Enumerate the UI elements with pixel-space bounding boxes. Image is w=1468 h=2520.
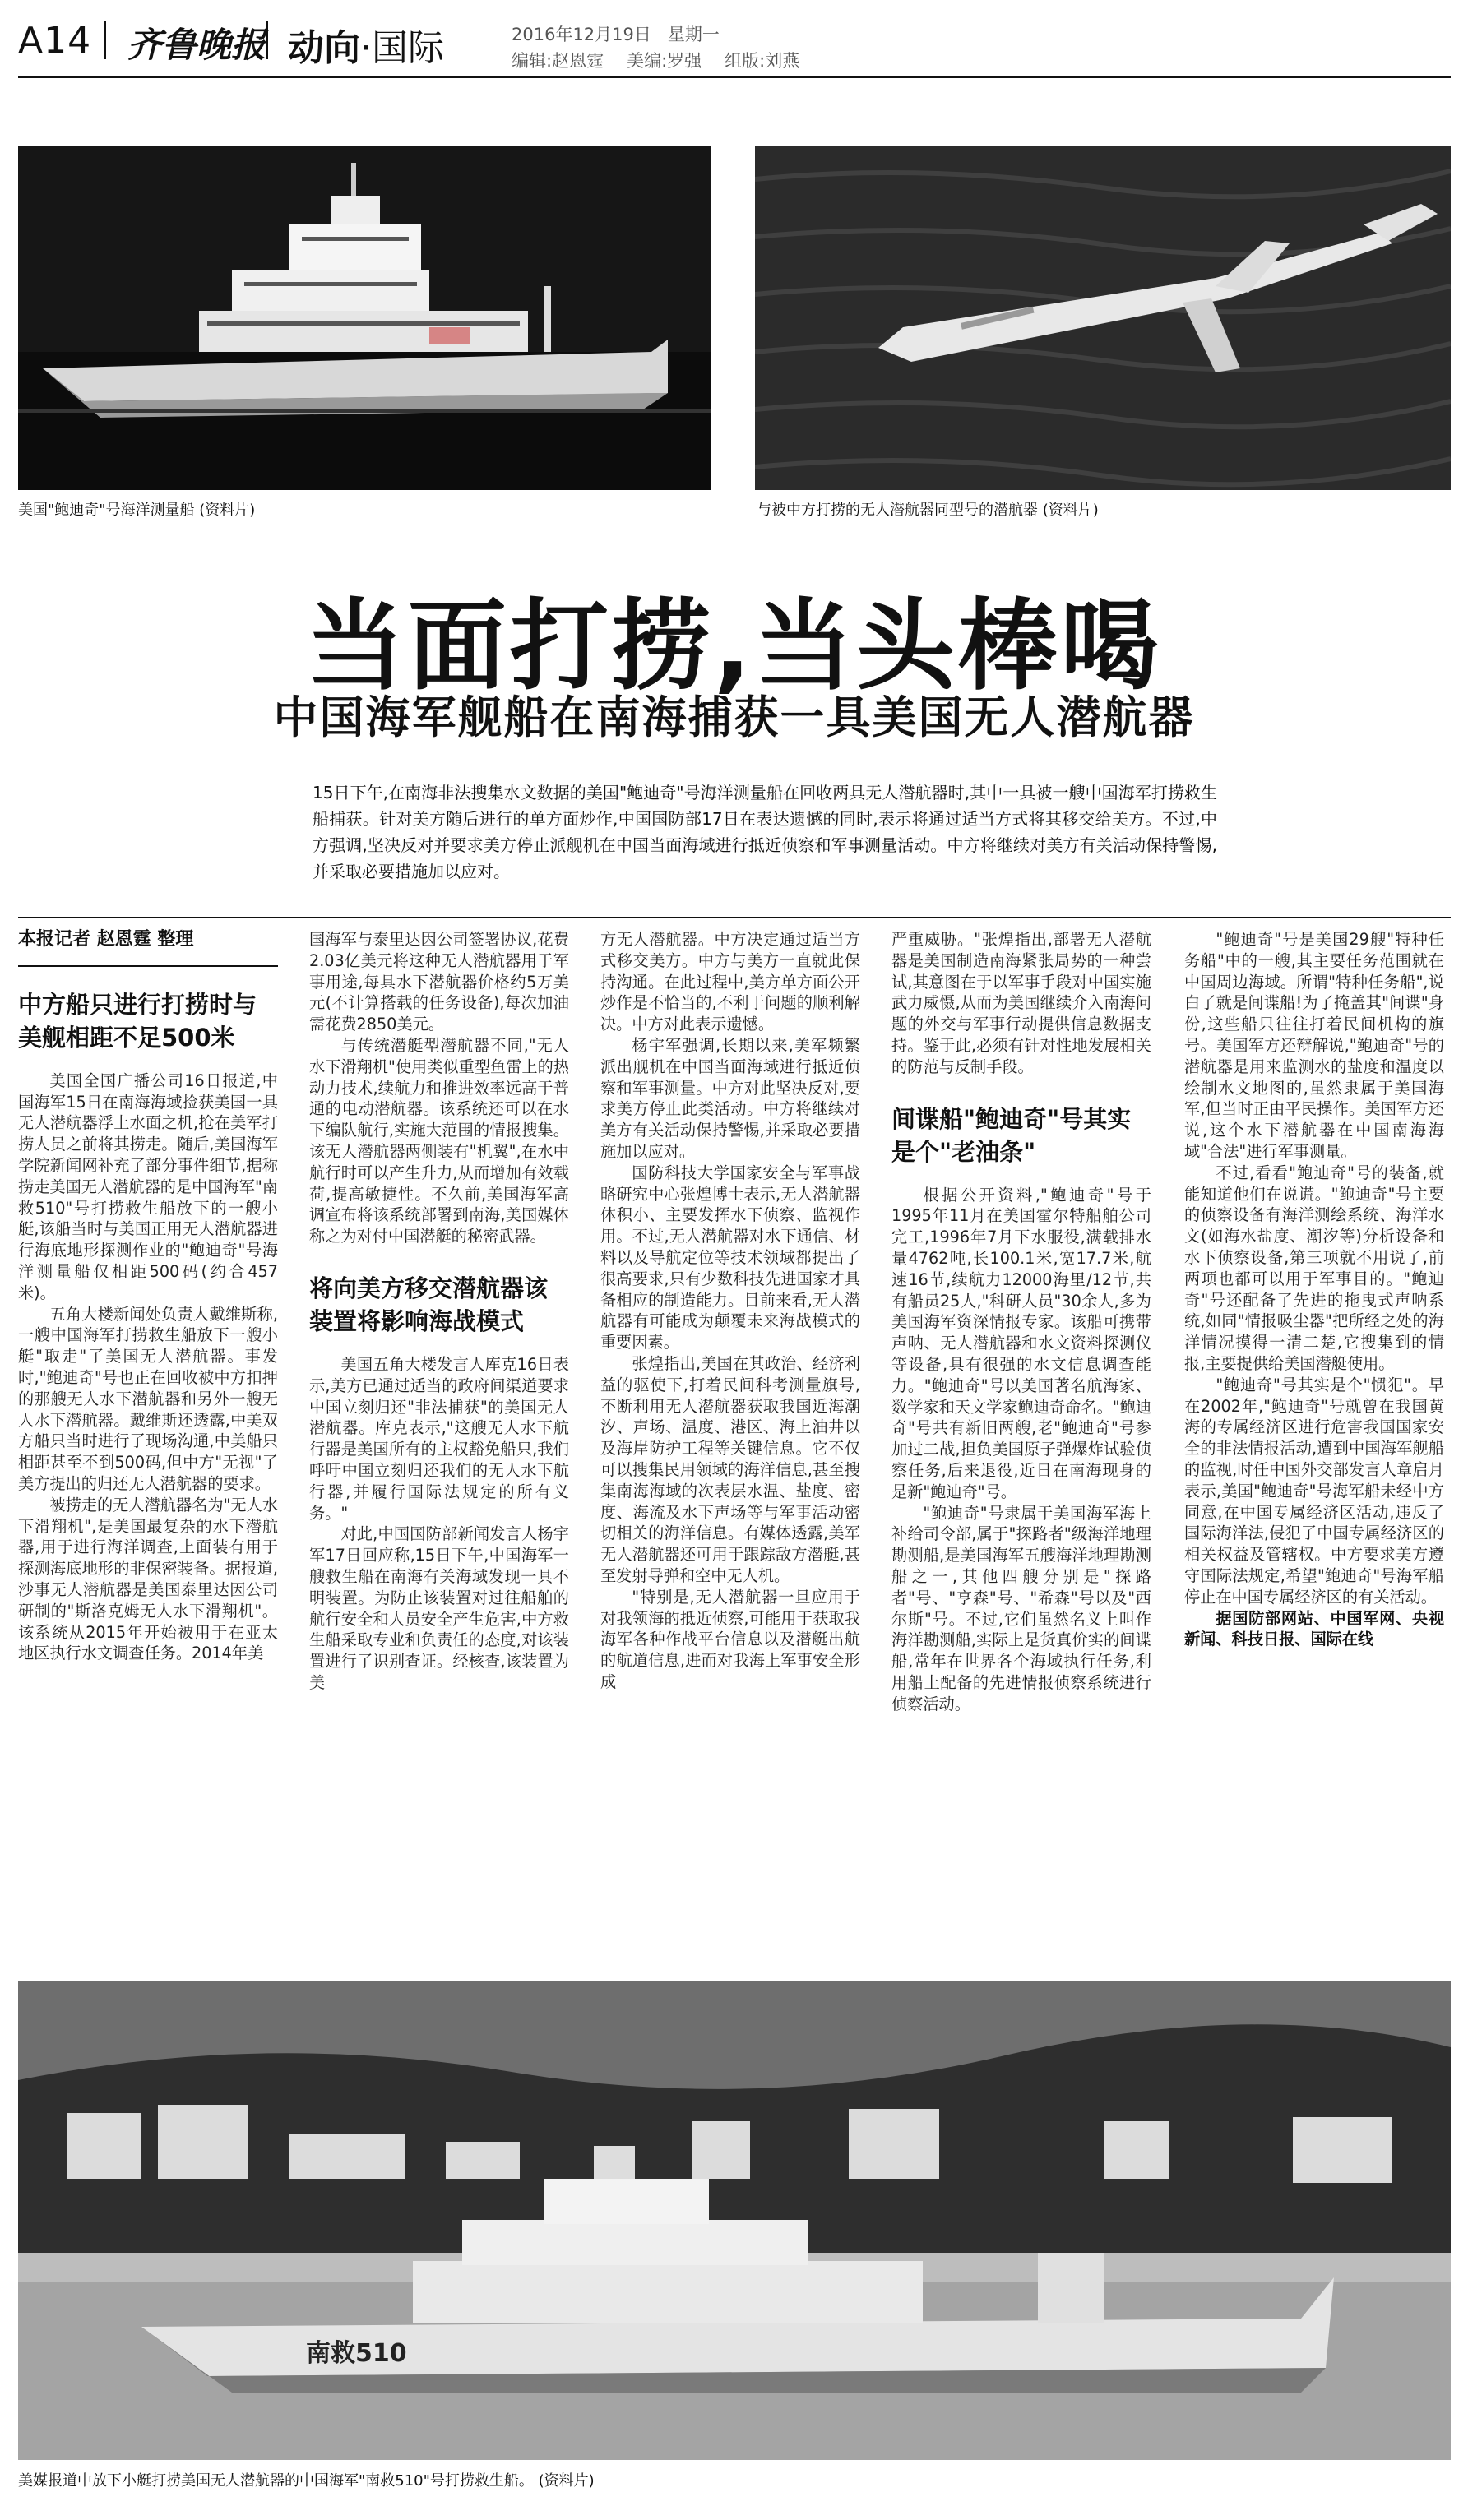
paragraph: 国海军与泰里达因公司签署协议,花费2.03亿美元将这种无人潜航器用于军事用途,每具水下潜航器价格约5万美元(不计算搭载的任务设备),每次加油需花费2850美元。	[309, 930, 569, 1034]
paragraph: 被捞走的无人潜航器名为"无人水下滑翔机",是美国最复杂的水下潜航器,用于进行海洋调查,上面装有用于探测海底地形的非保密装备。据报道,沙事无人潜航器是美国泰里达因公司研制的"斯洛克姆无人水下滑翔机"。该系统从2015年开始被用于在亚太地区执行水文调查任务。2014年美	[18, 1495, 278, 1663]
staff-credits: 编辑:赵恩霆 美编:罗强 组版:刘燕	[512, 51, 800, 71]
paragraph: "鲍迪奇"号隶属于美国海军海上补给司令部,属于"探路者"级海洋地理勘测船,是美国海军五艘海洋地理勘测船之一,其他四艘分别是"探路者"号、"亨森"号、"希森"号以及"西尔斯"号。不过,它们虽然名义上叫作海洋勘测船,实际上是货真价实的间谍船,常年在世界各个海域执行任务,利用船上配备的先进情报侦察系统进行侦察活动。	[891, 1503, 1151, 1713]
column-5	[1184, 929, 1444, 1650]
masthead-rule	[18, 76, 1451, 78]
column-top-rule	[18, 917, 1451, 918]
paragraph: "鲍迪奇"号是美国29艘"特种任务船"中的一艘,其主要任务范围就在中国周边海域。所谓"特种任务船",说白了就是间谍船!为了掩盖其"间谍"身份,这些船只往往打着民间机构的旗号。美国军方还辩解说,"鲍迪奇"号的潜航器是用来监测水的盐度和温度以绘制水文地图的,虽然隶属于美国海军,但当时正由平民操作。美国军方还说,这个水下潜航器在中国南海海域"合法"进行军事测量。	[1184, 930, 1444, 1161]
paragraph: "特别是,无人潜航器一旦应用于对我领海的抵近侦察,可能用于获取我海军各种作战平台信息以及潜艇出航的航道信息,进而对我海上军事安全形成	[600, 1587, 860, 1691]
photo-rescue-ship	[18, 1981, 1451, 2460]
hull-number: 南救510	[306, 2339, 407, 2368]
section-heading: 间谍船"鲍迪奇"号其实是个"老油条"	[891, 1104, 1132, 1166]
headline: 当面打捞,当头棒喝	[305, 590, 1163, 704]
column-4	[891, 929, 1151, 1715]
photo-glider	[755, 146, 1451, 490]
section-right: 国际	[372, 27, 444, 69]
masthead-divider	[104, 21, 106, 59]
paragraph: 方无人潜航器。中方决定通过适当方式移交美方。中方与美方一直就此保持沟通。在此过程中,美方单方面公开炒作是不恰当的,不利于问题的顺利解决。中方对此表示遗憾。	[600, 930, 860, 1034]
photo-survey-ship	[18, 146, 711, 490]
column-2	[309, 929, 569, 1694]
column-3	[600, 929, 860, 1693]
issue-date: 2016年12月19日 星期一	[512, 25, 720, 44]
section-left: 动向	[288, 27, 360, 69]
paragraph: 根据公开资料,"鲍迪奇"号于1995年11月在美国霍尔特船舶公司完工,1996年7月下水服役,满载排水量4762吨,长100.1米,宽17.7米,航速16节,续航力12000海里/12节,共有船员25人,"科研人员"30余人,多为美国海军资深情报专家。该船可携带声呐、无人潜航器和水文资料探测仪等设备,具有很强的水文信息调查能力。"鲍迪奇"号以美国著名航海家、数学家和天文学家鲍迪奇命名。"鲍迪奇"号共有新旧两艘,老"鲍迪奇"号参加过二战,担负美国原子弹爆炸试验侦察任务,后来退役,近日在南海现身的是新"鲍迪奇"号。	[891, 1185, 1151, 1501]
section-heading: 中方船只进行打捞时与美舰相距不足500米	[18, 990, 257, 1052]
paragraph: 五角大楼新闻处负责人戴维斯称,一艘中国海军打捞救生船放下一艘小艇"取走"了美国无人潜航器。事发时,"鲍迪奇"号也正在回收被中方扣押的那艘无人水下潜航器和另外一艘无人水下潜航器。戴维斯还透露,中美双方船只当时进行了现场沟通,中美船只相距甚至不到500码,但中方"无视"了美方提出的归还无人潜航器的要求。	[18, 1304, 278, 1493]
lead-paragraph: 15日下午,在南海非法搜集水文数据的美国"鲍迪奇"号海洋测量船在回收两具无人潜航器时,其中一具被一艘中国海军打捞救生船捕获。针对美方随后进行的单方面炒作,中国国防部17日在表达遗憾的同时,表示将通过适当方式将其移交给美方。不过,中方强调,坚决反对并要求美方停止派舰机在中国当面海域进行抵近侦察和军事测量活动。中方将继续对美方有关活动保持警惕,并采取必要措施加以应对。	[313, 783, 1217, 881]
paragraph: 对此,中国国防部新闻发言人杨宇军17日回应称,15日下午,中国海军一艘救生船在南海有关海域发现一具不明装置。为防止该装置对过往船舶的航行安全和人员安全产生危害,中方救生船采取专业和负责任的态度,对该装置进行了识别查证。经核查,该装置为美	[309, 1524, 569, 1692]
paragraph: 杨宇军强调,长期以来,美军频繁派出舰机在中国当面海域进行抵近侦察和军事测量。中方对此坚决反对,要求美方停止此类活动。中方将继续对美方有关活动保持警惕,并采取必要措施加以应对。	[600, 1035, 860, 1161]
paragraph: 不过,看看"鲍迪奇"号的装备,就能知道他们在说谎。"鲍迪奇"号主要的侦察设备有海洋测绘系统、海洋水文(如海水盐度、潮汐等)分析设备和水下侦察设备,第三项就不用说了,前两项也都可以用于军事目的。"鲍迪奇"号还配备了先进的拖曳式声呐系统,如同"情报吸尘器"把所经之处的海洋情况摸得一清二楚,它搜集到的情报,主要提供给美国潜艇使用。	[1184, 1163, 1444, 1373]
paragraph: 严重威胁。"张煌指出,部署无人潜航器是美国制造南海紧张局势的一种尝试,其意图在于以军事手段对中国实施武力威慑,从而为美国继续介入南海问题的外交与军事行动提供信息数据支持。鉴于此,必须有针对性地发展相关的防范与反制手段。	[891, 930, 1151, 1076]
photo-caption: 与被中方打捞的无人潜航器同型号的潜航器 (资料片)	[757, 502, 1099, 519]
masthead-divider	[266, 21, 268, 59]
paragraph: 与传统潜艇型潜航器不同,"无人水下滑翔机"使用类似重型鱼雷上的热动力技术,续航力和推进效率远高于普通的电动潜航器。该系统还可以在水下编队航行,实施大范围的情报搜集。该无人潜航器两侧装有"机翼",在水中航行时可以产生升力,从而增加有效载荷,提高敏捷性。不久前,美国海军高调宣布将该系统部署到南海,美国媒体称之为对付中国潜艇的秘密武器。	[309, 1035, 569, 1246]
subheadline: 中国海军舰船在南海捕获一具美国无人潜航器	[273, 691, 1195, 743]
sources: 据国防部网站、中国军网、央视新闻、科技日报、国际在线	[1184, 1608, 1444, 1649]
section-title	[288, 18, 444, 71]
section-heading: 将向美方移交潜航器该装置将影响海战模式	[309, 1274, 549, 1335]
byline-rule	[18, 965, 278, 967]
paragraph: 张煌指出,美国在其政治、经济利益的驱使下,打着民间科考测量旗号,不断利用无人潜航器获取我国近海潮汐、声场、温度、港区、海上油井以及海岸防护工程等关键信息。它不仅可以搜集民用领域的海洋信息,甚至搜集南海海域的次表层水温、盐度、密度、海流及水下声场等与军事活动密切相关的海洋信息。有媒体透露,美军无人潜航器还可用于跟踪敌方潜艇,甚至发射导弹和空中无人机。	[600, 1353, 860, 1585]
paragraph: 国防科技大学国家安全与军事战略研究中心张煌博士表示,无人潜航器体积小、主要发挥水下侦察、监视作用。不过,无人潜航器对水下通信、材料以及导航定位等技术领域都提出了很高要求,只有少数科技先进国家才具备相应的制造能力。目前来看,无人潜航器有可能成为颠覆未来海战模式的重要因素。	[600, 1163, 860, 1352]
section-dot: ·	[360, 27, 372, 69]
photo-caption: 美媒报道中放下小艇打捞美国无人潜航器的中国海军"南救510"号打捞救生船。 (资料片)	[18, 2472, 595, 2490]
paper-logo: 齐鲁晚报	[127, 25, 266, 65]
photo-caption: 美国"鲍迪奇"号海洋测量船 (资料片)	[18, 502, 256, 519]
byline: 本报记者 赵恩霆 整理	[18, 929, 194, 950]
paragraph: 美国五角大楼发言人库克16日表示,美方已通过适当的政府间渠道要求中国立刻归还"非法捕获"的美国无人潜航器。库克表示,"这艘无人水下航行器是美国所有的主权豁免船只,我们呼吁中国立刻归还我们的无人水下航行器,并履行国际法规定的所有义务。"	[309, 1354, 569, 1523]
paragraph: "鲍迪奇"号其实是个"惯犯"。早在2002年,"鲍迪奇"号就曾在我国黄海的专属经济区进行危害我国国家安全的非法情报活动,遭到中国海军舰船的监视,时任中国外交部发言人章启月表示,美国"鲍迪奇"号海军船未经中方同意,在中国专属经济区活动,违反了国际海洋法,侵犯了中国专属经济区的相关权益及管辖权。中方要求美方遵守国际法规定,希望"鲍迪奇"号海军船停止在中国专属经济区的有关活动。	[1184, 1375, 1444, 1607]
column-1	[18, 929, 278, 1664]
page-number: A14	[18, 20, 92, 62]
paragraph: 美国全国广播公司16日报道,中国海军15日在南海海域捡获美国一具无人潜航器浮上水面之机,抢在美军打捞人员之前将其捞走。随后,美国海军学院新闻网补充了部分事件细节,据称捞走美国无人潜航器的是中国海军"南救510"号打捞救生船放下的一艘小艇,该船当时与美国正用无人潜航器进行海底地形探测作业的"鲍迪奇"号海洋测量船仅相距500码(约合457米)。	[18, 1070, 278, 1302]
